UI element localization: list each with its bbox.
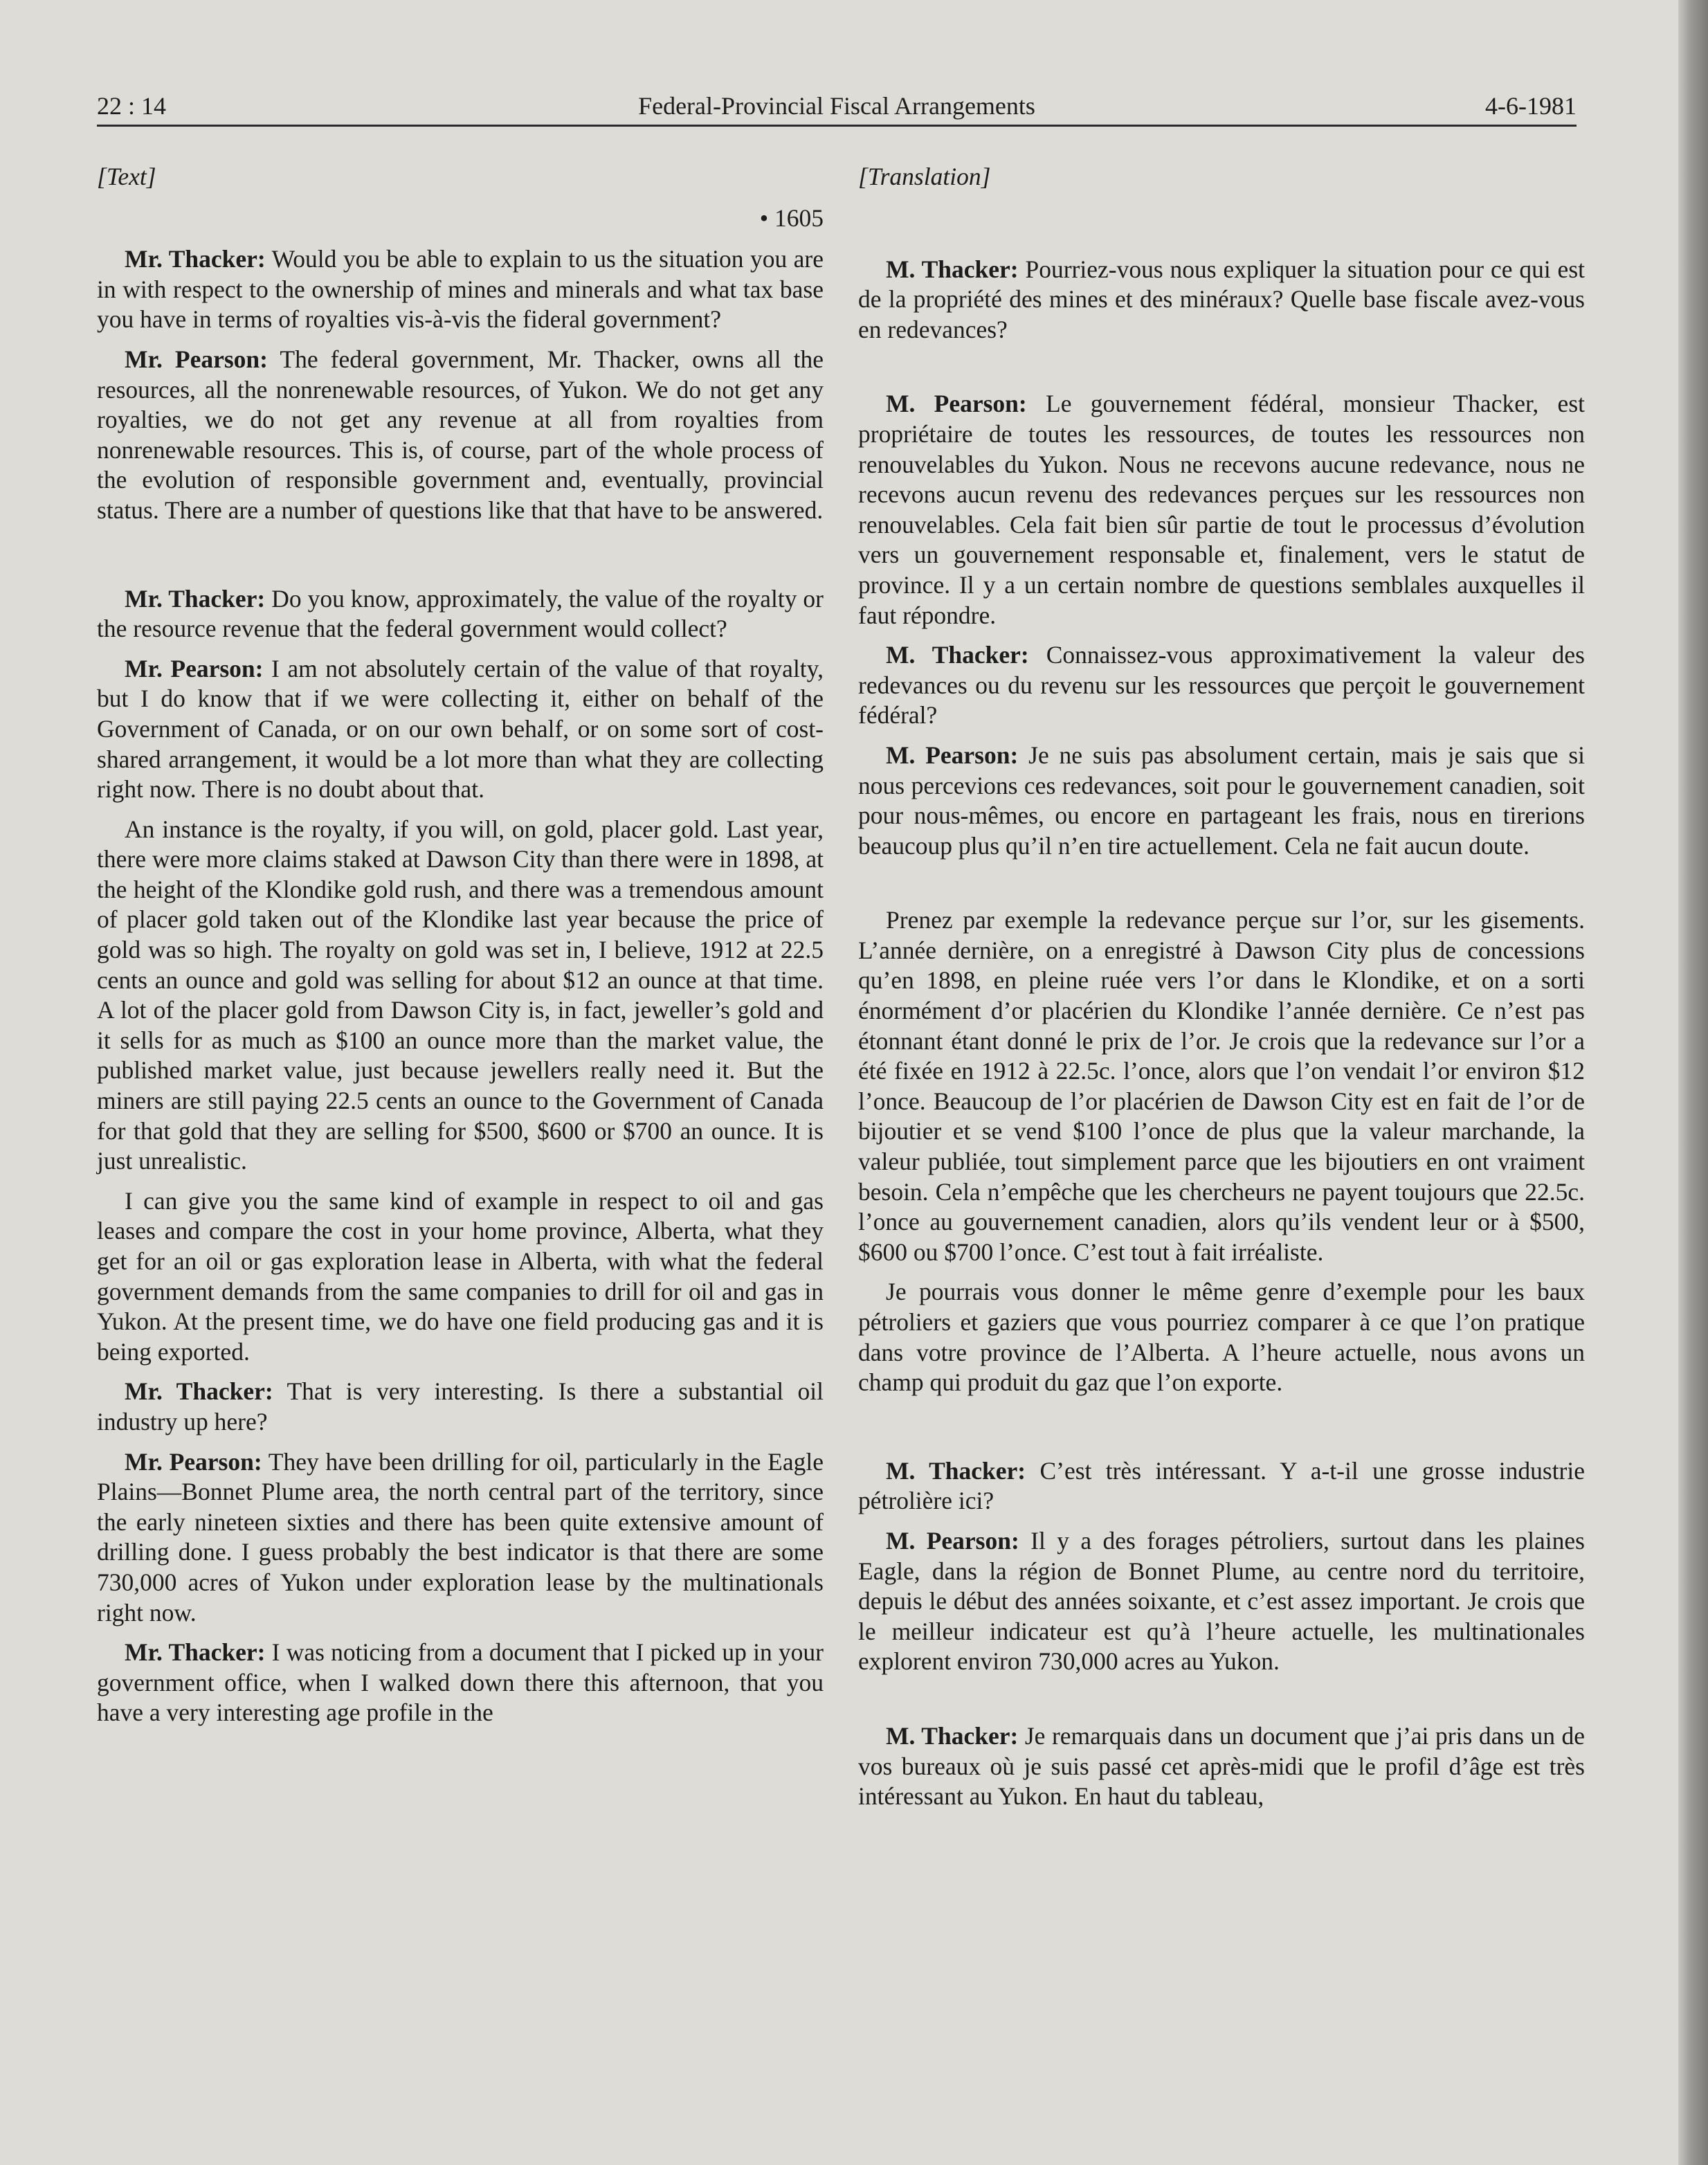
speaker-name: M. Thacker: [886,641,1029,669]
transcript-paragraph [97,584,824,644]
speaker-name: Mr. Thacker: [125,584,266,613]
transcript-paragraph [858,1456,1585,1516]
speech-text: They have been drilling for oil, particularly in the Eagle Plains—Bonnet Plume area, the north central part of the territory, since the early nineteen sixties and there has been quite extensive amount of drilling done. I guess probably the best indicator is that there are some 730,000 acres of Yukon under exploration lease by the multinationals right now. [97,1447,824,1627]
transcript-paragraph [97,345,824,526]
transcript-paragraph [97,1377,824,1437]
english-column [97,162,824,1738]
transcript-paragraph [97,1447,824,1629]
speaker-name: M. Pearson: [886,1526,1019,1555]
transcript-paragraph [858,389,1585,631]
speaker-name: M. Pearson: [886,741,1019,769]
speaker-name: Mr. Pearson: [125,345,268,373]
section-tag-label: Text [106,163,147,190]
speech-text: Le gouvernement fédéral, monsieur Thacker, est propriétaire de toutes les ressources, de toutes les ressources non renouvelables du Yukon. Nous ne recevons aucune redevance, nous ne recevons aucun revenu des redevances perçues sur les ressources non renouvelables. Cela fait bien sûr partie de tout le processus d’évolution vers un gouvernement responsable et, finalement, vers le statut de province. Il y a un certain nombre de questions semblales auxquelles il faut répondre. [858,390,1585,629]
speech-text: Do you know, approximately, the value of the royalty or the resource revenue that the federal government would collect? [97,584,824,643]
transcript-paragraph [97,1186,824,1368]
transcript-paragraph [858,905,1585,1267]
transcript-paragraph [97,654,824,805]
speech-text: I am not absolutely certain of the value of that royalty, but I do know that if we were collecting it, either on behalf of the Government of Canada, or on our own behalf, or on some sort of cost-shared arrangement, it would be a lot more than what they are collecting right now. There is no doubt about that. [97,654,824,804]
french-column [858,162,1585,1822]
transcript-paragraph [858,1277,1585,1397]
speaker-name: M. Thacker: [886,1721,1019,1750]
page-header [97,87,1577,126]
time-marker: • 1605 [759,203,824,232]
speech-text: That is very interesting. Is there a substantial oil industry up here? [97,1377,824,1435]
transcript-paragraph [97,815,824,1177]
header-date: 4-6-1981 [1485,92,1577,120]
spacer [97,536,824,584]
speaker-name: Mr. Pearson: [125,1447,262,1476]
section-tag: [Translation] [858,163,991,190]
transcript-paragraph [858,255,1585,345]
speech-text: Prenez par exemple la redevance perçue sur l’or, sur les gisements. L’année dernière, on a enregistré à Dawson City plus de concessions qu’en 1898, en pleine ruée vers l’or dans le Klondike, et on a sorti énormément d’or placérien du Klondike l’année dernière. Ce n’est pas étonnant étant donné le prix de l’or. Je crois que la redevance sur l’or a été fixée en 1912 à 22.5c. l’once, alors que l’on vendait l’or environ $12 l’once. Beaucoup de l’or placérien de Dawson City est en fait de l’or de bijoutier et se vend $100 l’once de plus que la valeur marchande, la valeur publiée, tout simplement parce que les bijoutiers en ont vraiment besoin. Cela n’empêche que les chercheurs ne payent toujours que 22.5c. l’once au gouvernement canadien, alors qu’ils vendent leur or à $500, $600 ou $700 l’once. C’est tout à fait irréaliste. [858,906,1585,1266]
transcript-paragraph [97,1638,824,1728]
header-rule [97,125,1577,127]
transcript-paragraph [858,1526,1585,1677]
transcript-paragraph [858,1721,1585,1812]
speaker-name: M. Thacker: [886,255,1019,283]
transcript-paragraph [858,741,1585,861]
speaker-name: Mr. Pearson: [125,654,264,682]
speech-text: Je pourrais vous donner le même genre d’exemple pour les baux pétroliers et gaziers que vous pourriez comparer à ce que l’on pratique dans votre province de l’Alberta. A l’heure actuelle, nous avons un champ qui produit du gaz que l’on exporte. [858,1278,1585,1397]
speaker-name: Mr. Thacker: [125,1638,266,1667]
book-spine-shadow [1678,0,1708,2165]
speaker-name: Mr. Thacker: [125,245,266,273]
section-tag-label: Translation [867,163,981,190]
speech-text: Je remarquais dans un document que j’ai pris dans un de vos bureaux où je suis passé cet après-midi que le profil d’âge est très intéressant au Yukon. En haut du tableau, [858,1721,1585,1811]
speech-text: I can give you the same kind of example in respect to oil and gas leases and compare the cost in your home province, Alberta, what they get for an oil or gas exploration lease in Alberta, with what the federal government demands from the same companies to drill for oil and gas in Yukon. At the present time, we do have one field producing gas and it is being exported. [97,1186,824,1366]
section-tag: [Text] [97,163,156,190]
speech-text: C’est très intéressant. Y a-t-il une grosse industrie pétrolière ici? [858,1456,1585,1515]
speaker-name: M. Thacker: [886,1456,1026,1485]
page-number: 22 : 14 [97,92,167,120]
running-title: Federal-Provincial Fiscal Arrangements [638,92,1035,120]
speaker-name: Mr. Thacker: [125,1377,273,1406]
speech-text: Je ne suis pas absolument certain, mais je sais que si nous percevions ces redevances, soit pour le gouvernement canadien, soit pour nous-mêmes, ou encore en partageant les frais, nous en tirerions beaucoup plus qu’il n’en tire actuellement. Cela ne fait aucun doute. [858,741,1585,860]
speaker-name: M. Pearson: [886,390,1027,418]
speech-text: Il y a des forages pétroliers, surtout dans les plaines Eagle, dans la région de Bonnet Plume, au centre nord du territoire, depuis le début des années soixante, et c’est assez important. Je crois que le meilleur indicateur est qu’à l’heure actuelle, les multinationales explorent environ 730,000 acres au Yukon. [858,1526,1585,1676]
speech-text: I was noticing from a document that I picked up in your government office, when I walked down there this afternoon, that you have a very interesting age profile in the [97,1638,824,1727]
speech-text: Connaissez-vous approximativement la valeur des redevances ou du revenu sur les ressources que perçoit le gouvernement fédéral? [858,641,1585,730]
transcript-paragraph [97,244,824,335]
speech-text: An instance is the royalty, if you will, on gold, placer gold. Last year, there were more claims staked at Dawson City than there were in 1898, at the height of the Klondike gold rush, and there was a tremendous amount of placer gold taken out of the Klondike last year because the price of gold was so high. The royalty on gold was set in, I believe, 1912 at 22.5 cents an ounce and gold was selling for about $12 an ounce at that time. A lot of the placer gold from Dawson City is, in fact, jeweller’s gold and it sells for as much as $100 an ounce more than the market value, the published market value, just because jewellers really need it. But the miners are still paying 22.5 cents an ounce to the Government of Canada for that gold that they are selling for $500, $600 or $700 an ounce. It is just unrealistic. [97,815,824,1175]
speech-text: The federal government, Mr. Thacker, owns all the resources, all the nonrenewable resources, of Yukon. We do not get any royalties, we do not get any revenue at all from royalties from nonrenewable resources. This is, of course, part of the whole process of the evolution of responsible government and, eventually, provincial status. There are a number of questions like that that have to be answered. [97,345,824,524]
transcript-paragraph [858,640,1585,731]
speech-text: Pourriez-vous nous expliquer la situation pour ce qui est de la propriété des mines et des minéraux? Quelle base fiscale avez-vous en redevances? [858,255,1585,343]
speech-text: Would you be able to explain to us the situation you are in with respect to the ownership of mines and minerals and what tax base you have in terms of royalties vis-à-vis the fideral government? [97,245,824,334]
